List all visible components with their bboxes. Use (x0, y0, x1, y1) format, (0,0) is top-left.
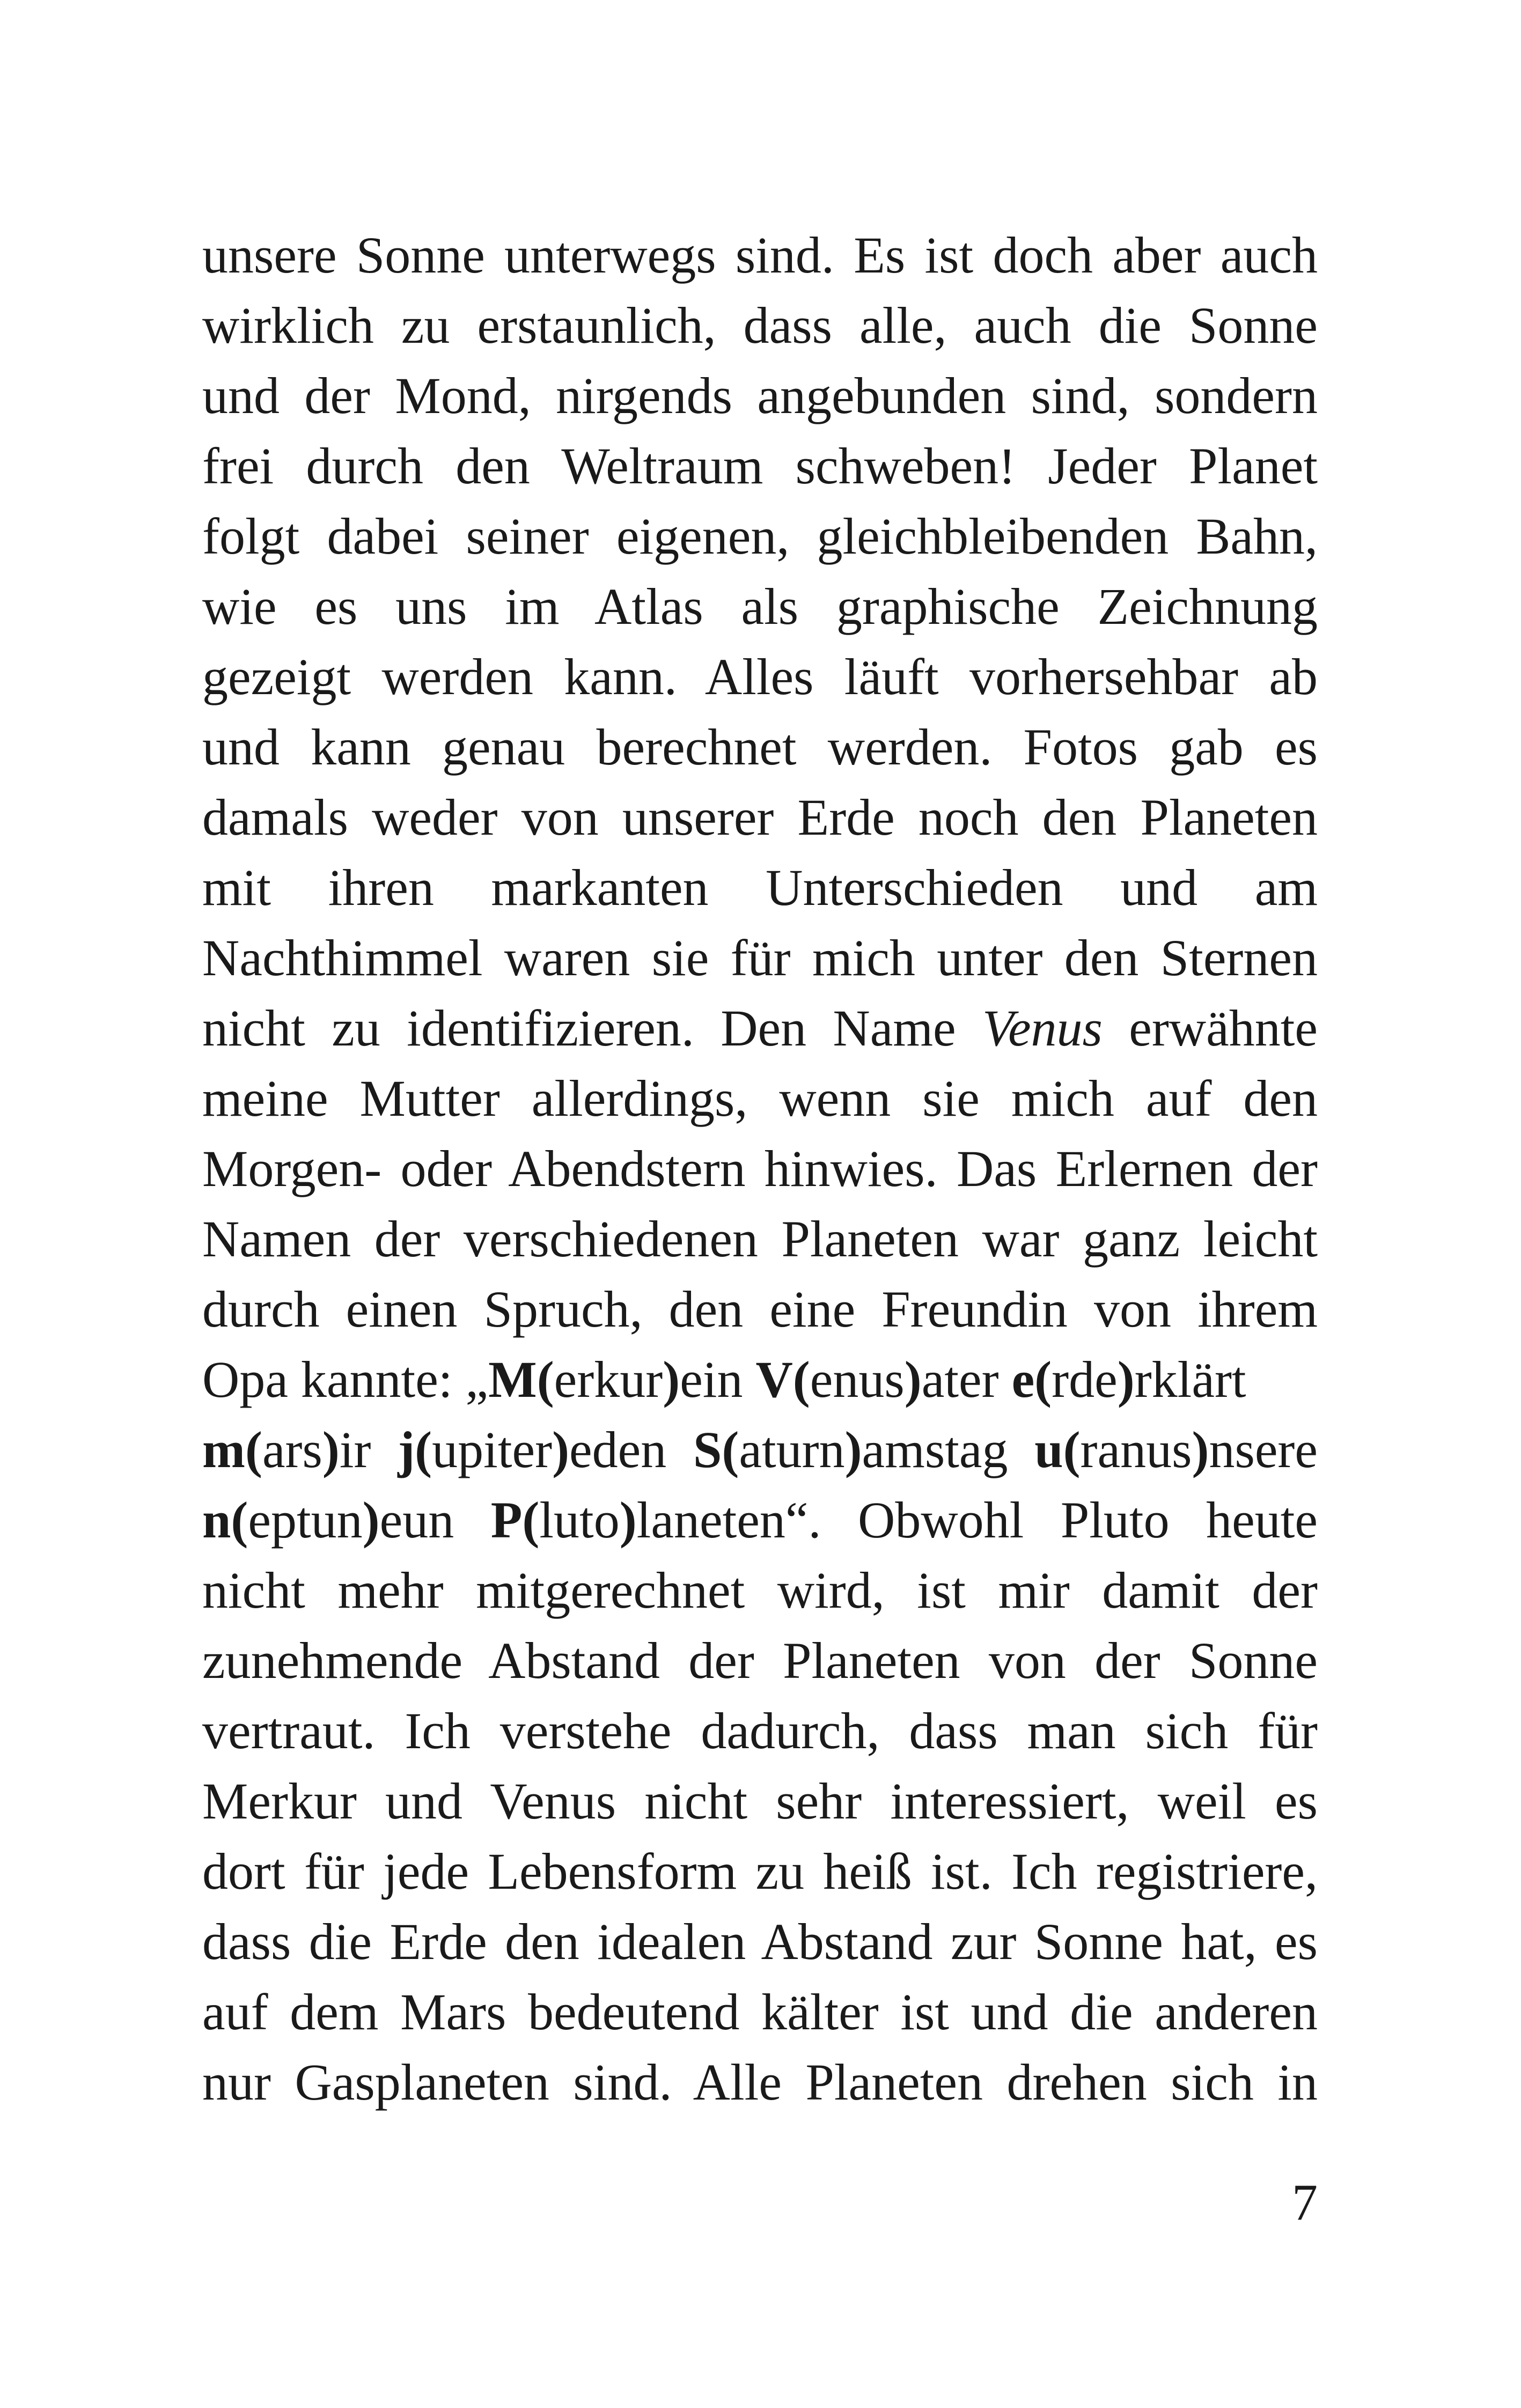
text-line: durch einen Spruch, den eine Freundin von ihrem (202, 1280, 1318, 1338)
text-segment: ir (339, 1421, 398, 1478)
bold-segment: m( (202, 1421, 262, 1478)
text-segment: luto (539, 1491, 620, 1549)
bold-segment: V( (755, 1351, 810, 1408)
text-line: vertraut. Ich verstehe dadurch, dass man sich für (202, 1702, 1318, 1759)
text-line-venus (202, 993, 1318, 1063)
text-line: damals weder von unserer Erde noch den Planeten (202, 789, 1318, 846)
body-text (202, 220, 1318, 2117)
text-segment: nsere (1209, 1421, 1318, 1478)
text-segment: nicht zu identifizieren. Den Name (202, 999, 982, 1057)
text-line: und kann genau berechnet werden. Fotos gab es (202, 718, 1318, 776)
mnemonic-line-2 (202, 1415, 1318, 1485)
bold-segment: ) (362, 1491, 380, 1549)
bold-segment: ) (619, 1491, 637, 1549)
text-segment: eun (379, 1491, 491, 1549)
text-line: Nachthimmel waren sie für mich unter den Sternen (202, 929, 1318, 986)
bold-segment: ) (322, 1421, 340, 1478)
text-segment: laneten“. Obwohl Pluto heute (636, 1491, 1318, 1549)
text-line: und der Mond, nirgends angebunden sind, sondern (202, 367, 1318, 424)
text-segment: ein (680, 1351, 756, 1408)
text-line: dort für jede Lebensform zu heiß ist. Ich registriere, (202, 1843, 1318, 1900)
text-line: auf dem Mars bedeutend kälter ist und die anderen (202, 1983, 1318, 2041)
bold-segment: n( (202, 1491, 248, 1549)
mnemonic-line-3 (202, 1485, 1318, 1555)
text-segment: amstag (862, 1421, 1035, 1478)
bold-segment: P( (490, 1491, 540, 1549)
text-line: nicht mehr mitgerechnet wird, ist mir damit der (202, 1562, 1318, 1619)
text-line: mit ihren markanten Unterschieden und am (202, 859, 1318, 916)
text-line: folgt dabei seiner eigenen, gleichbleibenden Bahn, (202, 507, 1318, 565)
text-line: gezeigt werden kann. Alles läuft vorhersehbar ab (202, 648, 1318, 705)
text-line: wirklich zu erstaunlich, dass alle, auch die Sonne (202, 297, 1318, 354)
text-segment: rklärt (1134, 1351, 1246, 1408)
page-number: 7 (1292, 2174, 1318, 2231)
text-segment: erwähnte (1102, 999, 1318, 1057)
text-line: nur Gasplaneten sind. Alle Planeten drehen sich in (202, 2053, 1318, 2111)
text-segment: Opa kannte: „ (202, 1351, 489, 1408)
bold-segment: ) (904, 1351, 922, 1408)
bold-segment: M( (488, 1351, 554, 1408)
text-line: Merkur und Venus nicht sehr interessiert, weil es (202, 1772, 1318, 1830)
text-line: zunehmende Abstand der Planeten von der Sonne (202, 1632, 1318, 1689)
bold-segment: u( (1034, 1421, 1081, 1478)
text-segment: ater (921, 1351, 1012, 1408)
text-line: dass die Erde den idealen Abstand zur Sonne hat, es (202, 1913, 1318, 1970)
bold-segment: S( (693, 1421, 739, 1478)
text-segment: ars (262, 1421, 322, 1478)
text-segment: eptun (248, 1491, 363, 1549)
bold-segment: e( (1011, 1351, 1052, 1408)
text-segment: ranus (1080, 1421, 1192, 1478)
text-segment: enus (810, 1351, 905, 1408)
text-line: frei durch den Weltraum schweben! Jeder Planet (202, 437, 1318, 495)
mnemonic-line-1 (202, 1344, 1318, 1415)
text-segment: erkur (554, 1351, 663, 1408)
italic-venus: Venus (982, 999, 1103, 1057)
text-segment: aturn (739, 1421, 845, 1478)
bold-segment: j( (398, 1421, 432, 1478)
text-segment: rde (1052, 1351, 1118, 1408)
bold-segment: ) (844, 1421, 862, 1478)
text-segment: eden (569, 1421, 693, 1478)
text-line: Morgen- oder Abendstern hinwies. Das Erlernen der (202, 1140, 1318, 1197)
text-line: wie es uns im Atlas als graphische Zeichnung (202, 578, 1318, 635)
text-line: meine Mutter allerdings, wenn sie mich auf den (202, 1070, 1318, 1127)
bold-segment: ) (663, 1351, 680, 1408)
bold-segment: ) (1192, 1421, 1209, 1478)
bold-segment: ) (552, 1421, 570, 1478)
bold-segment: ) (1117, 1351, 1135, 1408)
text-segment: upiter (432, 1421, 553, 1478)
text-line: Namen der verschiedenen Planeten war ganz leicht (202, 1210, 1318, 1268)
text-line: unsere Sonne unterwegs sind. Es ist doch aber auch (202, 226, 1318, 284)
